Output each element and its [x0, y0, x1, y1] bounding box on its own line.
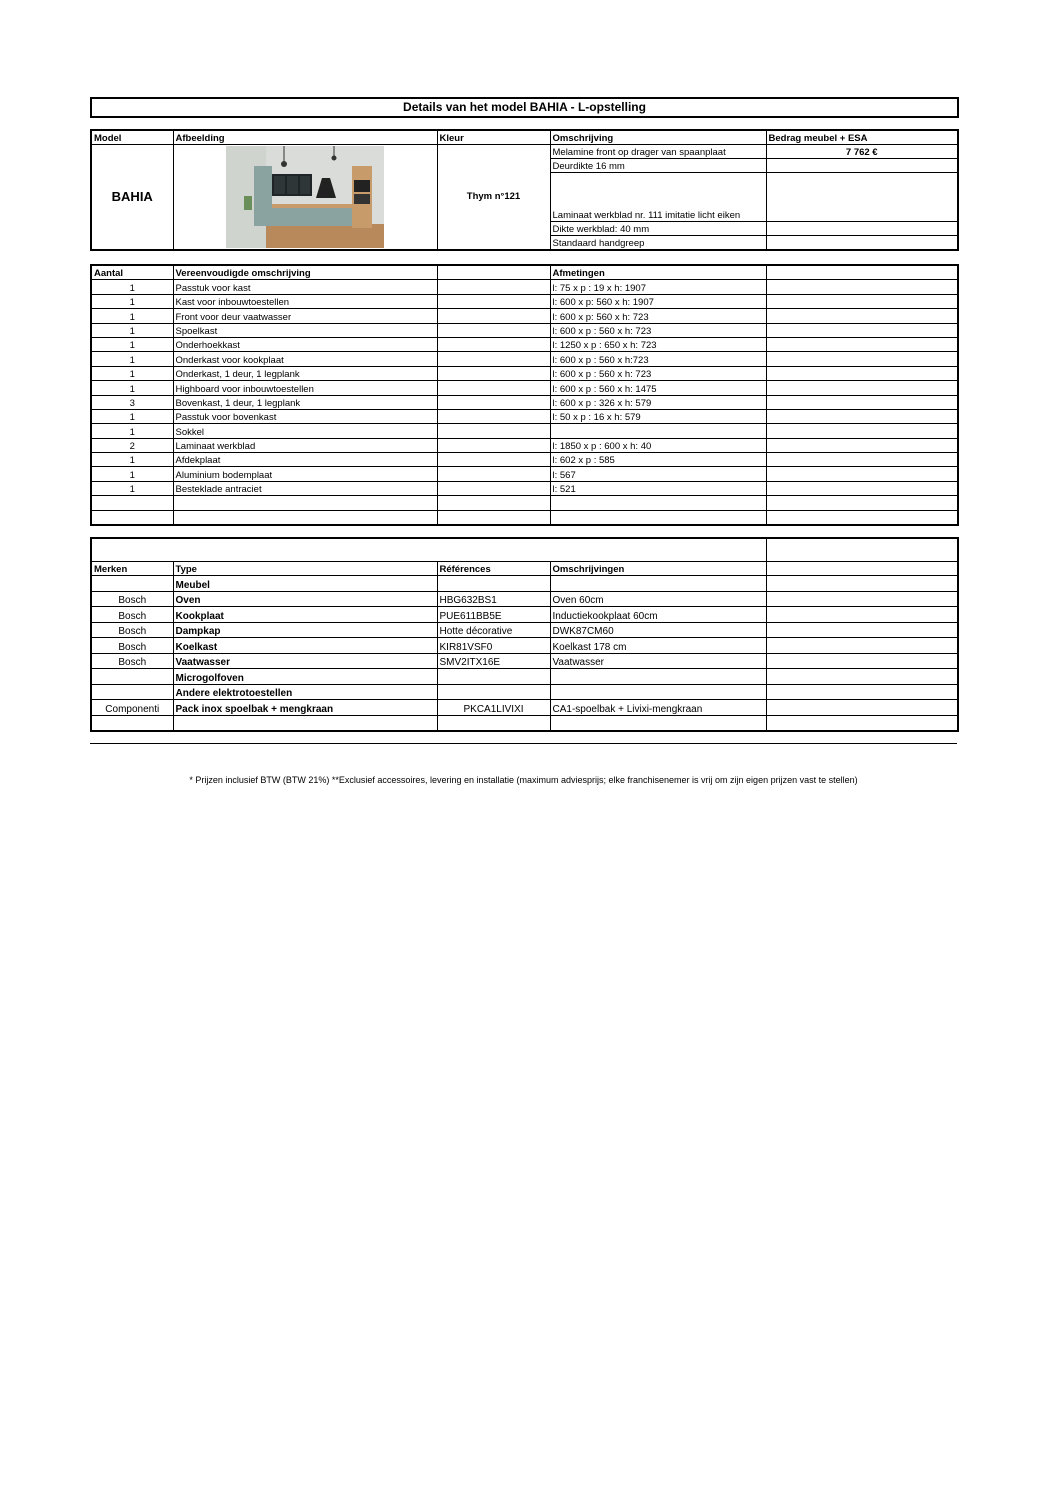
qty-cell: 1 — [91, 467, 173, 481]
table-row — [91, 438, 958, 452]
table-row — [91, 576, 958, 592]
description-cell: Inductiekookplaat 60cm — [550, 607, 766, 623]
table-row — [91, 481, 958, 495]
empty-cell — [766, 496, 958, 510]
empty-cell — [437, 424, 550, 438]
brand-cell: Bosch — [91, 638, 173, 654]
dim-cell: l: 1250 x p : 650 x h: 723 — [550, 337, 766, 351]
reference-cell: HBG632BS1 — [437, 591, 550, 607]
qty-cell — [91, 510, 173, 525]
description-cell: CA1-spoelbak + Livixi-mengkraan — [550, 700, 766, 716]
header-empty — [766, 562, 958, 576]
dim-cell: l: 600 x p: 560 x h: 1907 — [550, 294, 766, 308]
brand-cell — [91, 684, 173, 700]
description-cell: Vaatwasser — [550, 653, 766, 669]
desc-cell — [173, 496, 437, 510]
table-row — [91, 510, 958, 525]
omschrijving-5: Standaard handgreep — [550, 236, 766, 250]
type-cell: Meubel — [173, 576, 437, 592]
page-title: Details van het model BAHIA - L-opstelling — [90, 97, 959, 118]
empty-cell — [766, 280, 958, 294]
appliances-table-header — [91, 562, 958, 576]
desc-cell: Aluminium bodemplaat — [173, 467, 437, 481]
desc-cell: Passtuk voor bovenkast — [173, 409, 437, 423]
description-cell — [550, 576, 766, 592]
empty-cell — [766, 638, 958, 654]
empty-cell — [766, 510, 958, 525]
empty-cell — [766, 409, 958, 423]
table-row — [91, 684, 958, 700]
table-row — [91, 591, 958, 607]
reference-cell — [437, 715, 550, 731]
description-cell: DWK87CM60 — [550, 622, 766, 638]
empty-cell — [437, 467, 550, 481]
footnote: * Prijzen inclusief BTW (BTW 21%) **Exclusief accessoires, levering en installatie (maximum adviesprijs; elke franchisenemer is vrij om zijn eigen prijzen vast te stellen) — [189, 775, 858, 785]
omschrijving-4: Dikte werkblad: 40 mm — [550, 222, 766, 236]
dim-cell: l: 600 x p : 326 x h: 579 — [550, 395, 766, 409]
empty-cell — [766, 309, 958, 323]
table-row — [91, 496, 958, 510]
table-row — [91, 669, 958, 685]
table-row — [91, 309, 958, 323]
kleur-value: Thym n°121 — [437, 145, 550, 250]
table-row — [91, 409, 958, 423]
empty-cell — [437, 395, 550, 409]
blank-cell-2 — [766, 538, 958, 562]
empty-cell — [437, 366, 550, 380]
dim-cell: l: 600 x p : 560 x h: 723 — [550, 323, 766, 337]
empty-cell — [766, 684, 958, 700]
price-empty-3 — [766, 173, 958, 222]
reference-cell: PKCA1LIVIXI — [437, 700, 550, 716]
qty-cell: 1 — [91, 309, 173, 323]
dim-cell: l: 600 x p : 560 x h: 723 — [550, 366, 766, 380]
dim-cell — [550, 510, 766, 525]
price-empty-4 — [766, 222, 958, 236]
qty-cell: 1 — [91, 294, 173, 308]
desc-cell: Sokkel — [173, 424, 437, 438]
brand-cell — [91, 715, 173, 731]
header-omschrijving: Omschrijving — [550, 130, 766, 145]
table-row — [91, 395, 958, 409]
table-row — [91, 294, 958, 308]
empty-cell — [437, 309, 550, 323]
table-row — [91, 607, 958, 623]
dim-cell: l: 600 x p: 560 x h: 723 — [550, 309, 766, 323]
qty-cell: 2 — [91, 438, 173, 452]
qty-cell: 1 — [91, 424, 173, 438]
desc-cell: Onderkast voor kookplaat — [173, 352, 437, 366]
reference-cell — [437, 684, 550, 700]
qty-cell: 1 — [91, 323, 173, 337]
empty-cell — [437, 510, 550, 525]
header-bedrag: Bedrag meubel + ESA — [766, 130, 958, 145]
desc-cell: Onderkast, 1 deur, 1 legplank — [173, 366, 437, 380]
type-cell — [173, 715, 437, 731]
desc-cell: Front voor deur vaatwasser — [173, 309, 437, 323]
table-row — [91, 323, 958, 337]
empty-cell — [766, 323, 958, 337]
desc-cell: Kast voor inbouwtoestellen — [173, 294, 437, 308]
header-aantal: Aantal — [91, 265, 173, 280]
header-omschrijvingen: Omschrijvingen — [550, 562, 766, 576]
empty-cell — [437, 409, 550, 423]
brand-cell: Bosch — [91, 622, 173, 638]
empty-cell — [437, 496, 550, 510]
empty-cell — [437, 352, 550, 366]
header-afbeelding: Afbeelding — [173, 130, 437, 145]
table-row — [91, 424, 958, 438]
desc-cell: Bovenkast, 1 deur, 1 legplank — [173, 395, 437, 409]
empty-cell — [766, 591, 958, 607]
qty-cell — [91, 496, 173, 510]
model-table — [90, 129, 959, 251]
components-table — [90, 264, 959, 526]
qty-cell: 1 — [91, 280, 173, 294]
price-empty-2 — [766, 159, 958, 173]
reference-cell: PUE611BB5E — [437, 607, 550, 623]
empty-cell — [766, 352, 958, 366]
table-row — [91, 700, 958, 716]
empty-cell — [766, 424, 958, 438]
dim-cell — [550, 496, 766, 510]
header-empty-2 — [766, 265, 958, 280]
empty-cell — [437, 381, 550, 395]
brand-cell: Bosch — [91, 607, 173, 623]
empty-cell — [766, 700, 958, 716]
dim-cell: l: 521 — [550, 481, 766, 495]
brand-cell: Componenti — [91, 700, 173, 716]
desc-cell: Onderhoekkast — [173, 337, 437, 351]
reference-cell: SMV2ITX16E — [437, 653, 550, 669]
desc-cell — [173, 510, 437, 525]
description-cell — [550, 715, 766, 731]
empty-cell — [766, 669, 958, 685]
empty-cell — [766, 481, 958, 495]
type-cell: Microgolfoven — [173, 669, 437, 685]
brand-cell: Bosch — [91, 591, 173, 607]
qty-cell: 1 — [91, 352, 173, 366]
components-table-header — [91, 265, 958, 280]
empty-cell — [766, 366, 958, 380]
qty-cell: 1 — [91, 481, 173, 495]
qty-cell: 1 — [91, 337, 173, 351]
brand-cell: Bosch — [91, 653, 173, 669]
header-references: Références — [437, 562, 550, 576]
table-row — [91, 352, 958, 366]
description-cell: Oven 60cm — [550, 591, 766, 607]
empty-cell — [437, 481, 550, 495]
dim-cell: l: 50 x p : 16 x h: 579 — [550, 409, 766, 423]
header-empty — [437, 265, 550, 280]
type-cell: Kookplaat — [173, 607, 437, 623]
model-table-header — [91, 130, 958, 145]
type-cell: Pack inox spoelbak + mengkraan — [173, 700, 437, 716]
empty-cell — [766, 337, 958, 351]
price-value: 7 762 € — [766, 145, 958, 159]
type-cell: Koelkast — [173, 638, 437, 654]
header-model: Model — [91, 130, 173, 145]
header-type: Type — [173, 562, 437, 576]
table-row — [91, 653, 958, 669]
dim-cell: l: 75 x p : 19 x h: 1907 — [550, 280, 766, 294]
table-row — [91, 366, 958, 380]
dim-cell: l: 567 — [550, 467, 766, 481]
table-row — [91, 638, 958, 654]
omschrijving-1: Melamine front op drager van spaanplaat — [550, 145, 766, 159]
desc-cell: Laminaat werkblad — [173, 438, 437, 452]
table-row — [91, 467, 958, 481]
empty-cell — [437, 453, 550, 467]
empty-cell — [437, 323, 550, 337]
qty-cell: 1 — [91, 409, 173, 423]
empty-cell — [437, 294, 550, 308]
empty-cell — [766, 653, 958, 669]
divider — [90, 743, 957, 744]
desc-cell: Afdekplaat — [173, 453, 437, 467]
reference-cell: KIR81VSF0 — [437, 638, 550, 654]
brand-cell — [91, 669, 173, 685]
omschrijving-3: Laminaat werkblad nr. 111 imitatie licht eiken — [550, 173, 766, 222]
type-cell: Oven — [173, 591, 437, 607]
empty-cell — [437, 280, 550, 294]
dim-cell: l: 1850 x p : 600 x h: 40 — [550, 438, 766, 452]
empty-cell — [766, 607, 958, 623]
dim-cell: l: 600 x p : 560 x h:723 — [550, 352, 766, 366]
empty-cell — [766, 715, 958, 731]
empty-cell — [766, 576, 958, 592]
empty-cell — [766, 467, 958, 481]
price-empty-5 — [766, 236, 958, 250]
header-kleur: Kleur — [437, 130, 550, 145]
table-row — [91, 453, 958, 467]
appliances-table — [90, 537, 959, 732]
empty-cell — [766, 294, 958, 308]
empty-cell — [766, 438, 958, 452]
table-row — [91, 337, 958, 351]
type-cell: Vaatwasser — [173, 653, 437, 669]
qty-cell: 3 — [91, 395, 173, 409]
desc-cell: Besteklade antraciet — [173, 481, 437, 495]
empty-cell — [766, 395, 958, 409]
blank-cell — [91, 538, 766, 562]
qty-cell: 1 — [91, 453, 173, 467]
desc-cell: Spoelkast — [173, 323, 437, 337]
kitchen-photo — [226, 146, 384, 248]
description-cell — [550, 684, 766, 700]
empty-cell — [437, 337, 550, 351]
empty-cell — [766, 381, 958, 395]
table-row — [91, 280, 958, 294]
table-row — [91, 381, 958, 395]
reference-cell — [437, 576, 550, 592]
desc-cell: Passtuk voor kast — [173, 280, 437, 294]
reference-cell — [437, 669, 550, 685]
model-name: BAHIA — [91, 145, 173, 250]
header-afmetingen: Afmetingen — [550, 265, 766, 280]
qty-cell: 1 — [91, 381, 173, 395]
empty-cell — [766, 453, 958, 467]
appliances-blank-row — [91, 538, 958, 562]
brand-cell — [91, 576, 173, 592]
type-cell: Andere elektrotoestellen — [173, 684, 437, 700]
empty-cell — [766, 622, 958, 638]
table-row — [91, 622, 958, 638]
dim-cell: l: 600 x p : 560 x h: 1475 — [550, 381, 766, 395]
description-cell: Koelkast 178 cm — [550, 638, 766, 654]
desc-cell: Highboard voor inbouwtoestellen — [173, 381, 437, 395]
dim-cell: l: 602 x p : 585 — [550, 453, 766, 467]
omschrijving-2: Deurdikte 16 mm — [550, 159, 766, 173]
type-cell: Dampkap — [173, 622, 437, 638]
table-row — [91, 715, 958, 731]
header-merken: Merken — [91, 562, 173, 576]
qty-cell: 1 — [91, 366, 173, 380]
empty-cell — [437, 438, 550, 452]
reference-cell: Hotte décorative — [437, 622, 550, 638]
header-omschrijving: Vereenvoudigde omschrijving — [173, 265, 437, 280]
kitchen-image — [173, 145, 437, 250]
dim-cell — [550, 424, 766, 438]
description-cell — [550, 669, 766, 685]
